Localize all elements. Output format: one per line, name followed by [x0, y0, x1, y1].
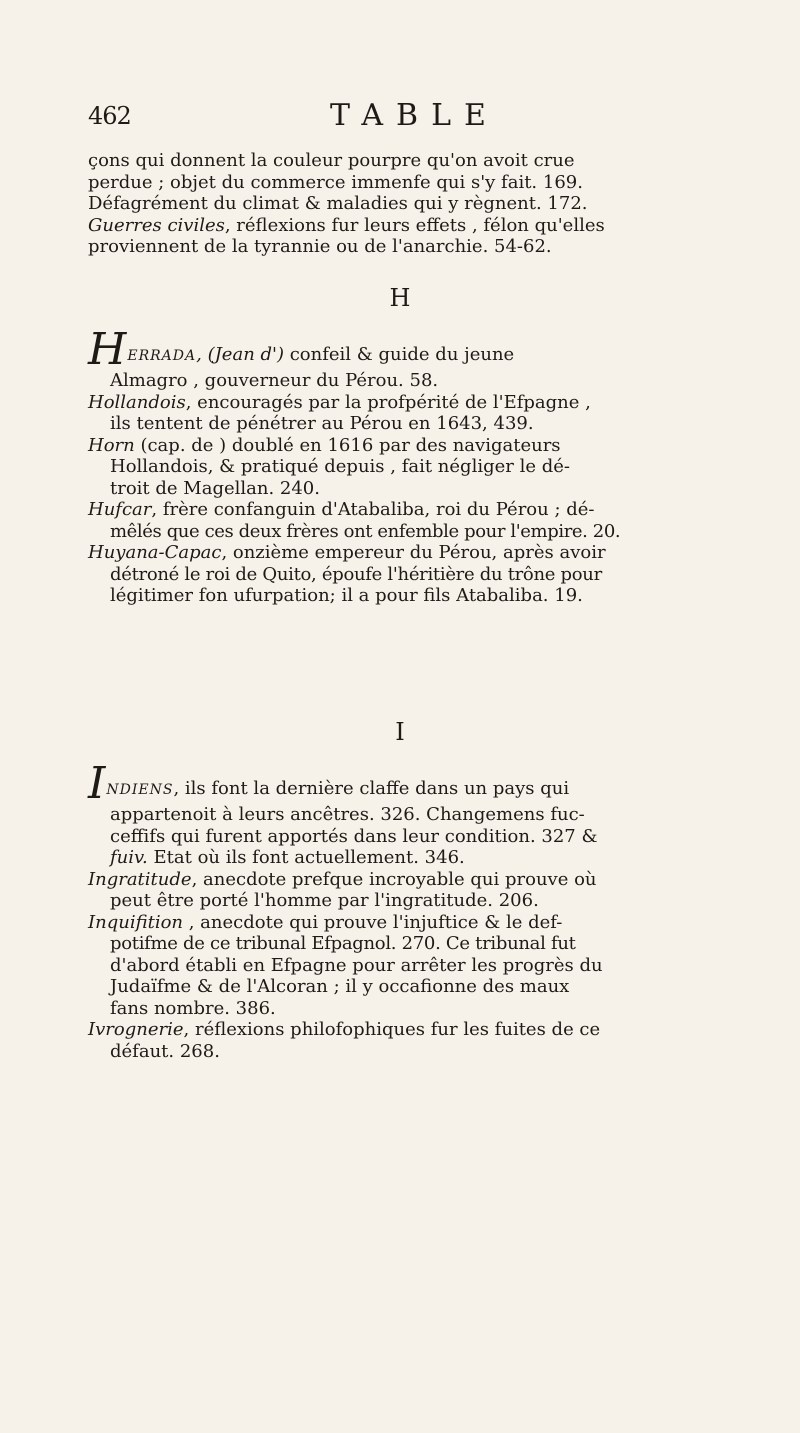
text-line: défaut. 268. — [110, 1040, 220, 1062]
running-title: TABLE — [330, 98, 499, 133]
index-entry-ivrognerie — [88, 1019, 688, 1041]
index-entry-hollandois — [88, 392, 688, 414]
text-line: Judaïfme & de l'Alcoran ; il y occafionne des maux — [110, 976, 570, 997]
entry-headword: Hufcar — [88, 499, 152, 520]
text-line: d'abord établi en Efpagne pour arrêter les progrès du — [110, 954, 603, 976]
entry-text: (cap. de ) doublé en 1616 par des navigateurs — [134, 434, 561, 456]
entry-headword: Ivrognerie — [88, 1019, 184, 1040]
entry-text: , onzième empereur du Pérou, après avoir — [221, 542, 606, 563]
text-line: peut être porté l'homme par l'ingratitude. 206. — [110, 890, 539, 911]
entry-text: , réflexions fur leurs effets , félon qu'elles — [224, 214, 605, 236]
section-letter-h: H — [389, 284, 411, 312]
text-line — [88, 847, 688, 869]
entry-headword: Guerres civiles — [88, 214, 225, 236]
entry-text: , ils font la dernière claffe dans un pays qui — [173, 778, 570, 799]
index-entry-huyana-capac — [88, 542, 688, 564]
entries-h — [88, 324, 688, 607]
entry-text: , anecdote prefque incroyable qui prouve où — [191, 868, 597, 890]
section-letter-i: I — [395, 718, 405, 746]
entry-text: , anecdote qui prouve l'injuftice & le def- — [183, 911, 563, 933]
index-entry-ingratitude — [88, 869, 688, 891]
text-line: ils tentent de pénétrer au Pérou en 1643, 439. — [110, 413, 534, 434]
index-entry-guerres-civiles — [88, 215, 688, 237]
drop-cap: I — [88, 758, 106, 809]
index-entry-horn — [88, 435, 688, 457]
entry-headword: NDIENS — [106, 782, 174, 798]
index-entry-herrada — [88, 324, 688, 375]
text-line: ceffifs qui furent apportés dans leur condition. 327 & — [110, 825, 598, 847]
entries-g-continued — [88, 150, 688, 258]
text-line: fans nombre. 386. — [110, 997, 276, 1019]
text-line: Hollandois, & pratiqué depuis , fait négliger le dé- — [110, 456, 570, 477]
index-entry-indiens — [88, 758, 688, 809]
entry-text: Etat où ils font actuellement. 346. — [147, 847, 465, 868]
text-line: mêlés que ces deux frères ont enfemble pour l'empire. 20. — [110, 520, 621, 542]
text-line: perdue ; objet du commerce immenfe qui s'y fait. 169. — [88, 171, 583, 193]
page-number: 462 — [88, 102, 131, 130]
entry-text: , encouragés par la profpérité de l'Efpagne , — [185, 391, 591, 413]
entry-headword: Hollandois — [88, 391, 186, 413]
drop-cap: H — [88, 324, 127, 375]
text-line: çons qui donnent la couleur pourpre qu'on avoit crue — [88, 150, 575, 171]
entry-headword: Huyana-Capac — [88, 542, 222, 563]
entry-headword: ERRADA — [127, 348, 197, 364]
entry-text: , frère confanguin d'Atabaliba, roi du Pérou ; dé- — [151, 499, 595, 520]
entry-text: , réflexions philofophiques fur les fuites de ce — [183, 1019, 601, 1040]
text-line: potifme de ce tribunal Efpagnol. 270. Ce tribunal fut — [110, 933, 576, 954]
text-line: Almagro , gouverneur du Pérou. 58. — [110, 370, 439, 391]
text-line: légitimer fon ufurpation; il a pour fils Atabaliba. 19. — [110, 585, 583, 606]
text-line: troit de Magellan. 240. — [110, 477, 320, 499]
entry-italic: fuiv. — [110, 847, 148, 868]
text-line: détroné le roi de Quito, époufe l'héritière du trône pour — [110, 563, 602, 585]
text-line: proviennent de la tyrannie ou de l'anarchie. 54-62. — [88, 236, 552, 257]
text-line: Défagrément du climat & maladies qui y règnent. 172. — [88, 193, 588, 214]
entry-headword: Horn — [88, 434, 135, 456]
entry-headword: Ingratitude — [88, 868, 192, 890]
entry-text: confeil & guide du jeune — [284, 344, 515, 365]
entry-headword: Inquifition — [88, 911, 184, 933]
text-line: appartenoit à leurs ancêtres. 326. Changemens fuc- — [110, 804, 585, 825]
index-entry-hufcar — [88, 499, 688, 521]
entry-headword-name: , (Jean d') — [196, 344, 284, 365]
page-header — [0, 98, 800, 138]
entries-i — [88, 758, 688, 1062]
index-entry-inquifition — [88, 912, 688, 934]
